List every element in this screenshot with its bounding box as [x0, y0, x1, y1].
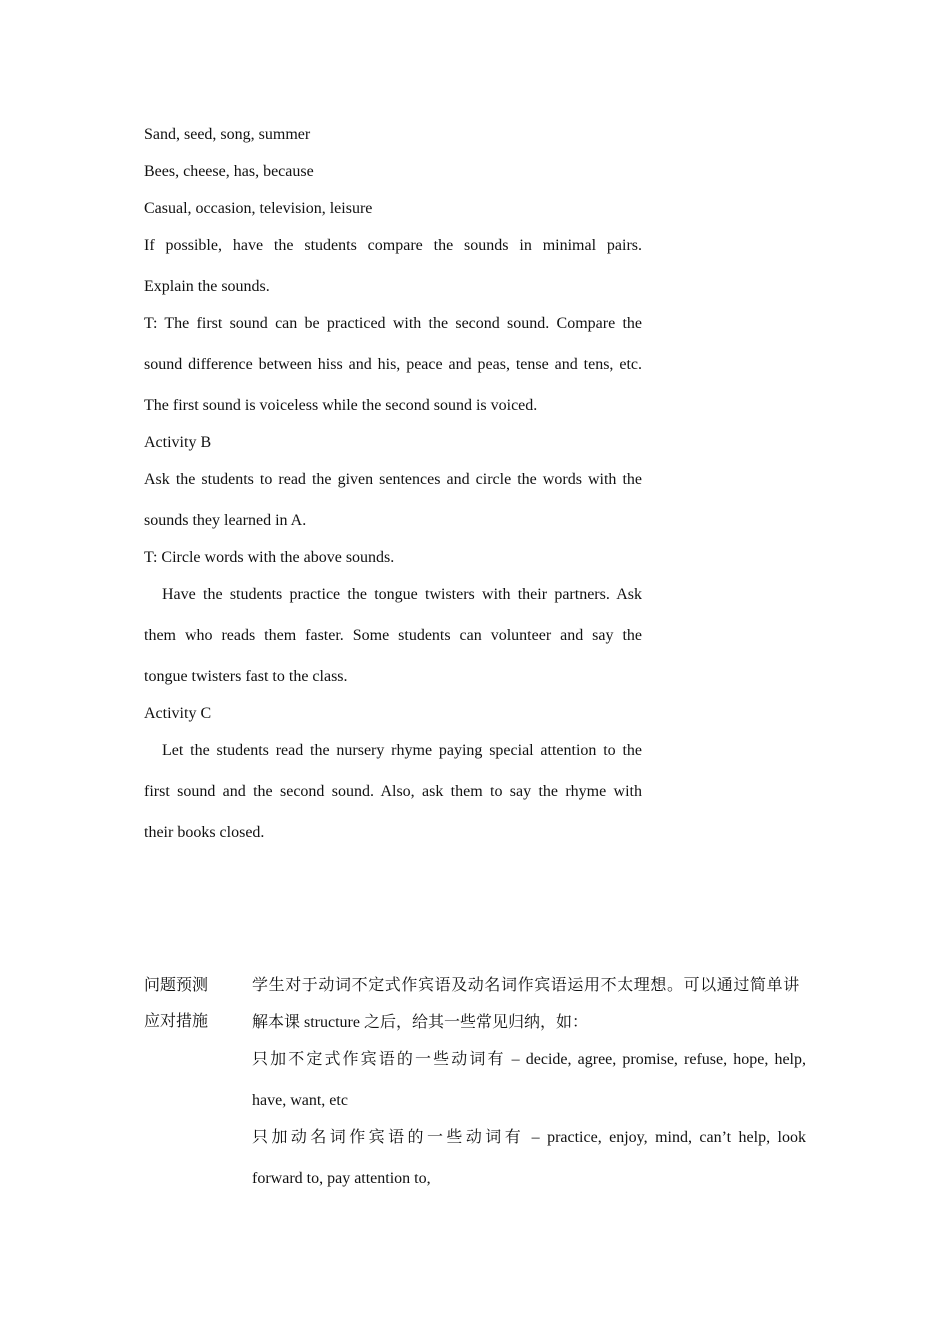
word-list-line: Bees, cheese, has, because	[144, 163, 314, 180]
paragraph-line: first sound and the second sound. Also, ask them to say the rhyme with	[144, 783, 642, 800]
paragraph-line: The first sound is voiceless while the second sound is voiced.	[144, 397, 538, 414]
measure-line: have, want, etc	[252, 1092, 348, 1109]
paragraph-line: their books closed.	[144, 824, 265, 841]
measure-line: forward to, pay attention to,	[252, 1170, 431, 1187]
paragraph-line: sounds they learned in A.	[144, 512, 307, 529]
lesson-body	[144, 123, 642, 845]
paragraph-line: Explain the sounds.	[144, 278, 270, 295]
paragraph-line: Ask the students to read the given sentences and circle the words with the	[144, 471, 642, 488]
paragraph-line: T: The first sound can be practiced with the second sound. Compare the	[144, 315, 642, 332]
measure-line: 解本课 structure 之后，给其一些常见归纳，如：	[252, 1014, 588, 1031]
paragraph-line: If possible, have the students compare the sounds in minimal pairs.	[144, 237, 642, 254]
prediction-label	[144, 974, 234, 1034]
prediction-label-line: 应对措施	[144, 1013, 209, 1030]
paragraph-line: Have the students practice the tongue twisters with their partners. Ask	[162, 586, 642, 603]
activity-heading: Activity B	[144, 434, 212, 451]
measure-line: 只加不定式作宾语的一些动词有 – decide, agree, promise, refuse, hope, help,	[252, 1051, 806, 1068]
prediction-label-line: 问题预测	[144, 977, 209, 994]
paragraph-line: T: Circle words with the above sounds.	[144, 549, 395, 566]
measure-line: 学生对于动词不定式作宾语及动名词作宾语运用不太理想。可以通过简单讲	[252, 977, 800, 994]
word-list-line: Casual, occasion, television, leisure	[144, 200, 373, 217]
measure-line: 只加动名词作宾语的一些动词有 – practice, enjoy, mind, can’t help, look	[252, 1129, 806, 1146]
paragraph-line: Let the students read the nursery rhyme paying special attention to the	[162, 742, 642, 759]
word-list-line: Sand, seed, song, summer	[144, 126, 311, 143]
paragraph-line: sound difference between hiss and his, peace and peas, tense and tens, etc.	[144, 356, 642, 373]
activity-heading: Activity C	[144, 705, 212, 722]
paragraph-line: them who reads them faster. Some students can volunteer and say the	[144, 627, 642, 644]
paragraph-line: tongue twisters fast to the class.	[144, 668, 348, 685]
prediction-body	[252, 974, 806, 1191]
